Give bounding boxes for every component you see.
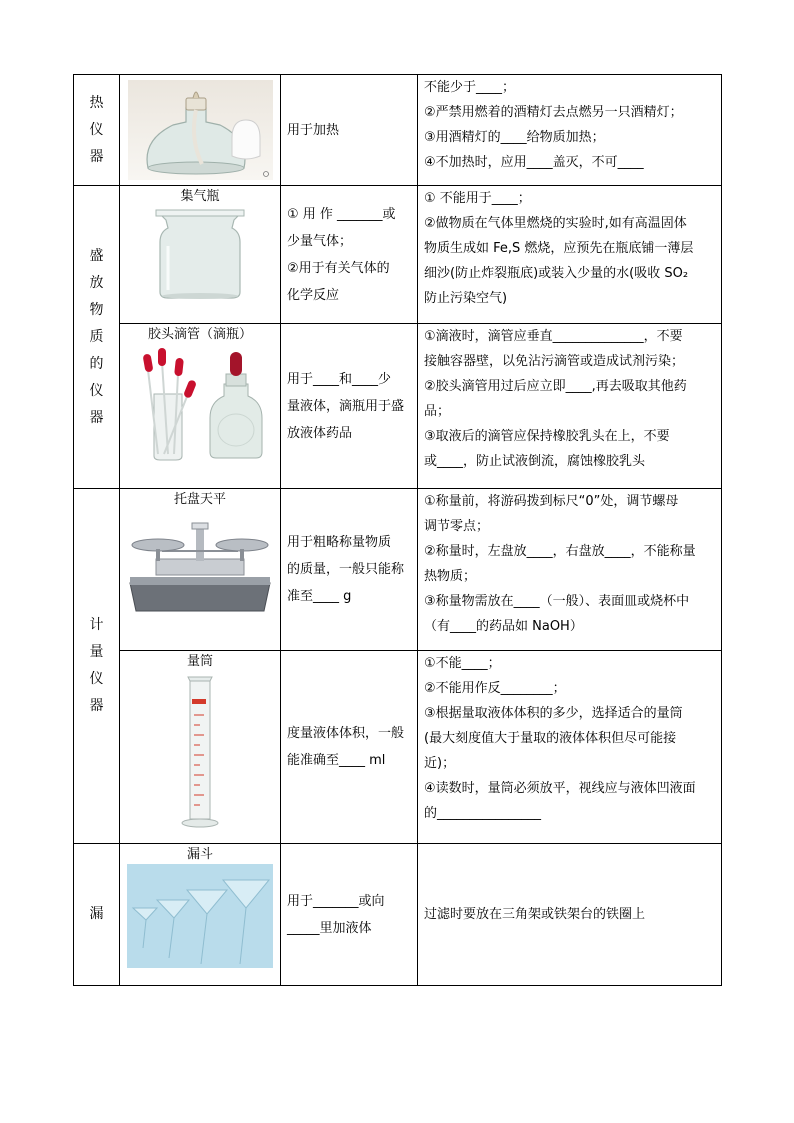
alcohol-lamp-image [128, 80, 273, 180]
alcohol-lamp-cell [120, 75, 281, 186]
dropper-usage: 用于____和____少 量液体，滴瓶用于盛 放液体药品 [281, 324, 418, 489]
funnel-usage: 用于_______或向 _____里加液体 [281, 844, 418, 986]
cylinder-notes: ①不能____； ②不能用作反________； ③根据量取液体体积的多少，选择适合的量筒 (最大刻度值大于量取的液体体积但尽可能接 近)； ④读数时，量筒必须放平，视线应与液体凹液面 的________________ [418, 651, 722, 844]
gas-bottle-image [154, 206, 246, 302]
cylinder-name: 量筒 [186, 654, 213, 669]
table-row [74, 186, 722, 324]
table-row [74, 844, 722, 986]
dropper-cell [120, 324, 281, 489]
funnel-notes: 过滤时要放在三角架或铁架台的铁圈上 [418, 844, 722, 986]
category-storage-instruments: 盛 放 物 质 的 仪 器 [74, 186, 120, 489]
category-funnel: 漏 [74, 844, 120, 986]
cylinder-cell [120, 651, 281, 844]
gas-bottle-notes: ① 不能用于____； ②做物质在气体里燃烧的实验时,如有高温固体 物质生成如 Fe,S 燃烧，应预先在瓶底铺一薄层 细沙(防止炸裂瓶底)或装入少量的水(吸收 SO₂ 防止污染空气) [418, 186, 722, 324]
cylinder-usage: 度量液体体积，一般 能准确至____ ml [281, 651, 418, 844]
gas-bottle-usage: ① 用 作 _______或 少量气体； ②用于有关气体的 化学反应 [281, 186, 418, 324]
lab-instrument-table [73, 74, 722, 986]
dropper-notes: ①滴液时，滴管应垂直______________，不要 接触容器壁，以免沾污滴管或造成试剂污染； ②胶头滴管用过后应立即____,再去吸取其他药 品； ③取液后的滴管应保持橡胶乳头在上，不要 或____，防止试液倒流，腐蚀橡胶乳头 [418, 324, 722, 489]
dropper-image [134, 344, 200, 462]
lamp-usage: 用于加热 [281, 75, 418, 186]
funnel-name: 漏斗 [186, 847, 213, 862]
balance-cell [120, 489, 281, 651]
funnel-cell [120, 844, 281, 986]
balance-usage: 用于粗略称量物质 的质量，一般只能称 准至____ g [281, 489, 418, 651]
table-row [74, 75, 722, 186]
table-row [74, 324, 722, 489]
category-heat-instruments: 热 仪 器 [74, 75, 120, 186]
category-measuring-instruments: 计 量 仪 器 [74, 489, 120, 844]
funnel-image [127, 864, 273, 968]
balance-notes: ①称量前，将游码拨到标尺“0”处，调节螺母 调节零点； ②称量时，左盘放____，右盘放____，不能称量 热物质； ③称量物需放在____（一般）、表面皿或烧杯中 （有____的药品如 NaOH） [418, 489, 722, 651]
table-row [74, 651, 722, 844]
lamp-notes: 不能少于____； ②严禁用燃着的酒精灯去点燃另一只酒精灯； ③用酒精灯的____给物质加热； ④不加热时，应用____盖灭，不可____ [418, 75, 722, 186]
dropper-name: 胶头滴管（滴瓶） [147, 327, 252, 342]
measuring-cylinder-image [170, 671, 230, 831]
table-row [74, 489, 722, 651]
balance-name: 托盘天平 [173, 492, 226, 507]
gas-bottle-name: 集气瓶 [180, 189, 220, 204]
dropping-bottle-image [206, 344, 266, 462]
balance-image [126, 519, 274, 619]
gas-bottle-cell [120, 186, 281, 324]
